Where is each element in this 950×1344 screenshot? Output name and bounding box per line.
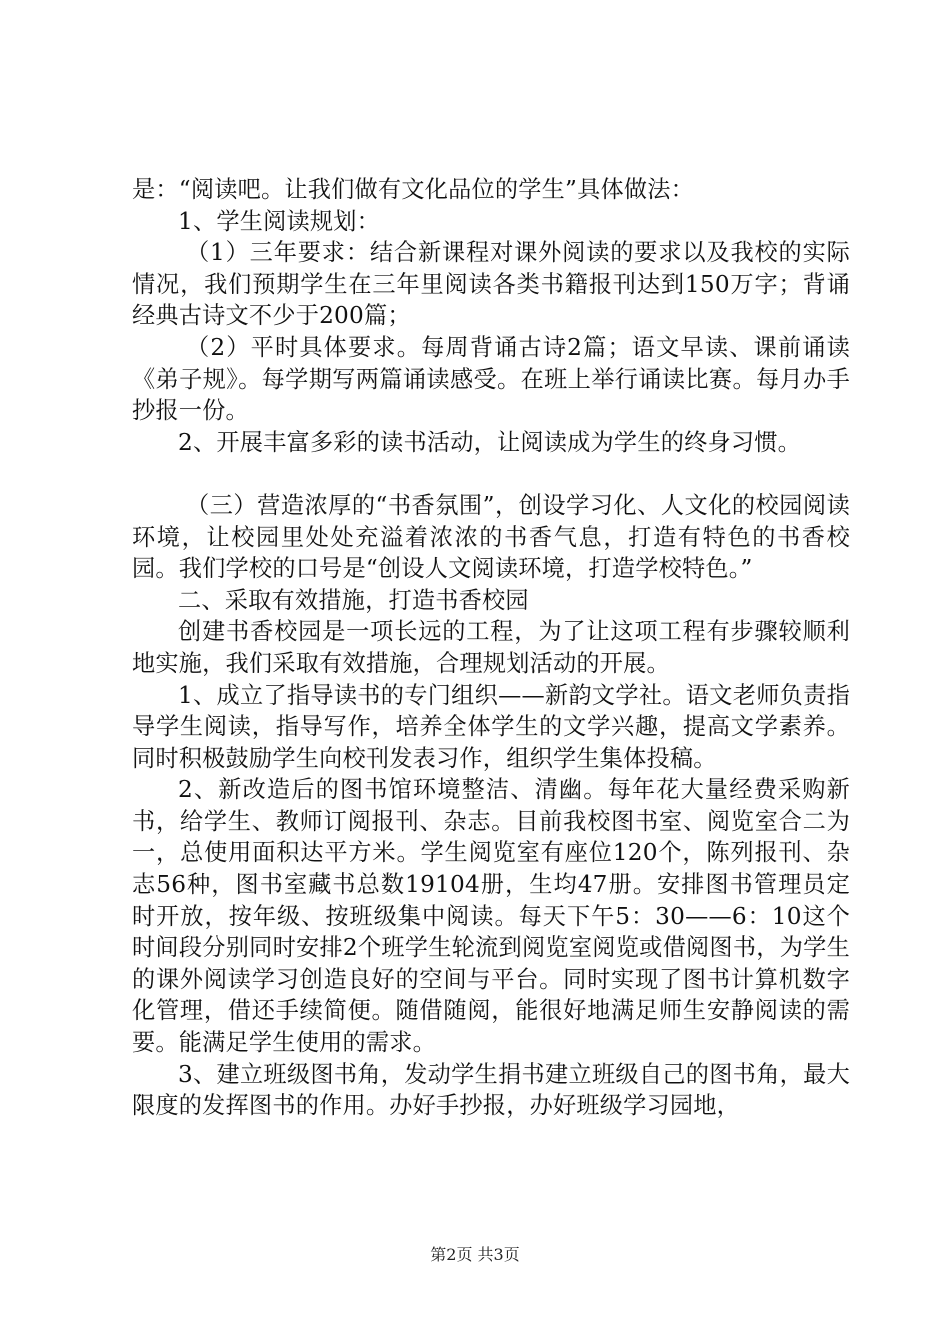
paragraph: 1、学生阅读规划： <box>178 207 381 235</box>
paragraph: 创建书香校园是一项长远的工程，为了让这项工程有步骤较顺利地实施，我们采取有效措施，合理规划活动的开展。 <box>132 618 850 677</box>
paragraph: 2、开展丰富多彩的读书活动，让阅读成为学生的终身习惯。 <box>178 428 802 456</box>
paragraph: 3、建立班级图书角，发动学生捐书建立班级自己的图书角，最大限度的发挥图书的作用。办好手抄报，办好班级学习园地， <box>132 1060 850 1120</box>
section-heading: 二、采取有效措施，打造书香校园 <box>178 586 529 614</box>
paragraph: 1、成立了指导读书的专门组织——新韵文学社。语文老师负责指导学生阅读，指导写作，培养全体学生的文学兴趣，提高文学素养。同时积极鼓励学生向校刊发表习作，组织学生集体投稿。 <box>132 681 850 772</box>
document-body <box>132 174 850 1122</box>
paragraph: （三）营造浓厚的“书香氛围”，创设学习化、人文化的校园阅读环境，让校园里处处充溢着浓浓的书香气息，打造有特色的书香校园。我们学校的口号是“创设人文阅读环境，打造学校特色。” <box>132 491 850 583</box>
page-footer: 第2页 共3页 <box>430 1245 520 1264</box>
paragraph: （1）三年要求：结合新课程对课外阅读的要求以及我校的实际情况，我们预期学生在三年里阅读各类书籍报刊达到150万字；背诵经典古诗文不少于200篇； <box>132 239 850 330</box>
paragraph: 2、新改造后的图书馆环境整洁、清幽。每年花大量经费采购新书，给学生、教师订阅报刊、杂志。目前我校图书室、阅览室合二为一，总使用面积达平方米。学生阅览室有座位120个，陈列报刊、杂志56种，图书室藏书总数19104册，生均47册。安排图书管理员定时开放，按年级、按班级集中阅读。每天下午5：30——6：10这个时间段分别同时安排2个班学生轮流到阅览室阅览或借阅图书，为学生的课外阅读学习创造良好的空间与平台。同时实现了图书计算机数字化管理，借还手续简便。随借随阅，能很好地满足师生安静阅读的需要。能满足学生使用的需求。 <box>132 776 850 1057</box>
paragraph: 是：“阅读吧。让我们做有文化品位的学生”具体做法： <box>132 176 695 203</box>
paragraph: （2）平时具体要求。每周背诵古诗2篇；语文早读、课前诵读《弟子规》。每学期写两篇诵读感受。在班上举行诵读比赛。每月办手抄报一份。 <box>132 333 850 425</box>
paragraph-gap <box>132 458 850 490</box>
